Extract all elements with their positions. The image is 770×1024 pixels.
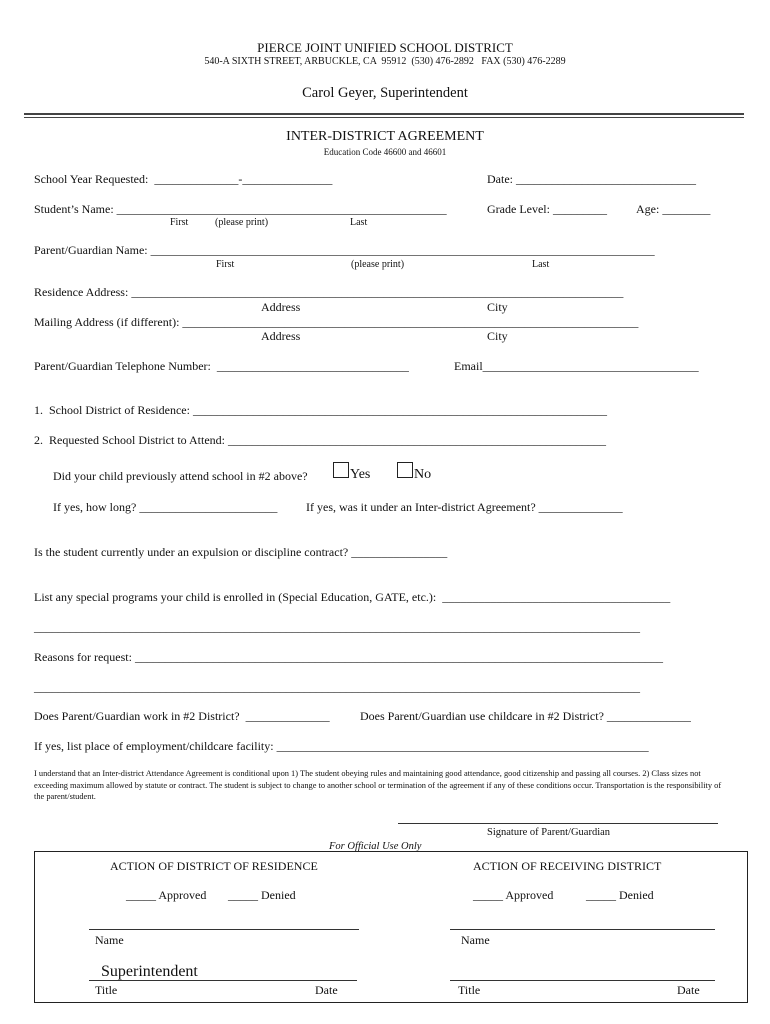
special-programs-line[interactable]: _____________________________________________________________________________________________________: [34, 620, 640, 634]
special-programs-field[interactable]: List any special programs your child is enrolled in (Special Education, GATE, etc.): ______________________________________: [34, 590, 671, 604]
parent-work-field[interactable]: Does Parent/Guardian work in #2 District? ______________: [34, 709, 330, 723]
residence-approved[interactable]: _____ Approved: [126, 888, 207, 902]
header-divider-thin: [24, 117, 744, 118]
yes-checkbox[interactable]: [333, 462, 349, 478]
parent-name-field[interactable]: Parent/Guardian Name: ____________________________________________________________________________________: [34, 243, 655, 257]
signature-line[interactable]: [398, 823, 718, 824]
district-of-residence-field[interactable]: 1. School District of Residence: _____________________________________________________________________: [34, 403, 607, 417]
how-long-field[interactable]: If yes, how long? _______________________: [53, 500, 278, 514]
parent-last-caption: Last: [532, 259, 550, 270]
yes-label: Yes: [350, 467, 371, 482]
receiving-action-title: ACTION OF RECEIVING DISTRICT: [473, 859, 662, 873]
parent-print-caption: (please print): [351, 259, 405, 270]
mailing-address-caption: Address: [261, 329, 301, 343]
residence-denied[interactable]: _____ Denied: [228, 888, 296, 902]
expulsion-field[interactable]: Is the student currently under an expulsion or discipline contract? ________________: [34, 545, 448, 559]
residence-title-label: Title: [95, 983, 118, 997]
district-address: 540-A SIXTH STREET, ARBUCKLE, CA 95912 (530) 476-2892 FAX (530) 476-2289: [204, 56, 566, 67]
mailing-address-field[interactable]: Mailing Address (if different): ____________________________________________________________________________: [34, 315, 639, 329]
student-print-caption: (please print): [215, 217, 269, 228]
residence-name-label: Name: [95, 933, 124, 947]
receiving-name-label: Name: [461, 933, 490, 947]
residence-date-label: Date: [315, 983, 338, 997]
header-divider: [24, 113, 744, 115]
residence-city-caption: City: [487, 300, 508, 314]
previously-attend-question: Did your child previously attend school in #2 above?: [53, 469, 308, 483]
reasons-field[interactable]: Reasons for request: ________________________________________________________________________________________: [34, 650, 663, 664]
age-field[interactable]: Age: ________: [636, 202, 711, 216]
email-field[interactable]: Email____________________________________: [454, 359, 699, 373]
receiving-approved[interactable]: _____ Approved: [473, 888, 554, 902]
agreement-text: I understand that an Inter-district Attendance Agreement is conditional upon 1) The student obeying rules and maintaining good attendance, good citizenship and passing all courses. 2) Class sizes not exceeding maximum allowed by statute or contract. The student is subject to change to another school or termination of the agreement if any of these conditions occur. Transportation is the responsibility of the parent/student.: [34, 769, 722, 801]
date-field[interactable]: Date: ______________________________: [487, 172, 696, 186]
no-checkbox[interactable]: [397, 462, 413, 478]
school-year-field[interactable]: School Year Requested: ______________-_______________: [34, 172, 333, 186]
parent-first-caption: First: [216, 259, 235, 270]
residence-title-line[interactable]: [89, 980, 357, 981]
student-name-field[interactable]: Student’s Name: _______________________________________________________: [34, 202, 447, 216]
district-name: PIERCE JOINT UNIFIED SCHOOL DISTRICT: [257, 40, 513, 55]
residence-action-title: ACTION OF DISTRICT OF RESIDENCE: [110, 859, 318, 873]
signature-label: Signature of Parent/Guardian: [487, 827, 611, 838]
receiving-name-line[interactable]: [450, 929, 715, 930]
receiving-denied[interactable]: _____ Denied: [586, 888, 654, 902]
education-code: Education Code 46600 and 46601: [323, 147, 447, 157]
reasons-line[interactable]: _____________________________________________________________________________________________________: [34, 680, 640, 694]
receiving-title-line[interactable]: [450, 980, 715, 981]
student-last-caption: Last: [350, 217, 368, 228]
no-label: No: [414, 467, 432, 482]
telephone-field[interactable]: Parent/Guardian Telephone Number: ________________________________: [34, 359, 409, 373]
employment-field[interactable]: If yes, list place of employment/childcare facility: ______________________________________________________________: [34, 739, 649, 753]
superintendent-title-value: Superintendent: [101, 963, 198, 980]
mailing-city-caption: City: [487, 329, 508, 343]
student-first-caption: First: [170, 217, 189, 228]
residence-address-caption: Address: [261, 300, 301, 314]
official-use-heading: For Official Use Only: [329, 841, 422, 852]
residence-address-field[interactable]: Residence Address: __________________________________________________________________________________: [34, 285, 624, 299]
inter-district-field[interactable]: If yes, was it under an Inter-district Agreement? ______________: [306, 500, 623, 514]
grade-level-field[interactable]: Grade Level: _________: [487, 202, 607, 216]
receiving-date-label: Date: [677, 983, 700, 997]
parent-childcare-field[interactable]: Does Parent/Guardian use childcare in #2 District? ______________: [360, 709, 691, 723]
form-title: INTER-DISTRICT AGREEMENT: [286, 129, 484, 144]
receiving-title-label: Title: [458, 983, 481, 997]
residence-name-line[interactable]: [89, 929, 359, 930]
requested-district-field[interactable]: 2. Requested School District to Attend: _______________________________________________________________: [34, 433, 606, 447]
superintendent-heading: Carol Geyer, Superintendent: [302, 85, 468, 101]
